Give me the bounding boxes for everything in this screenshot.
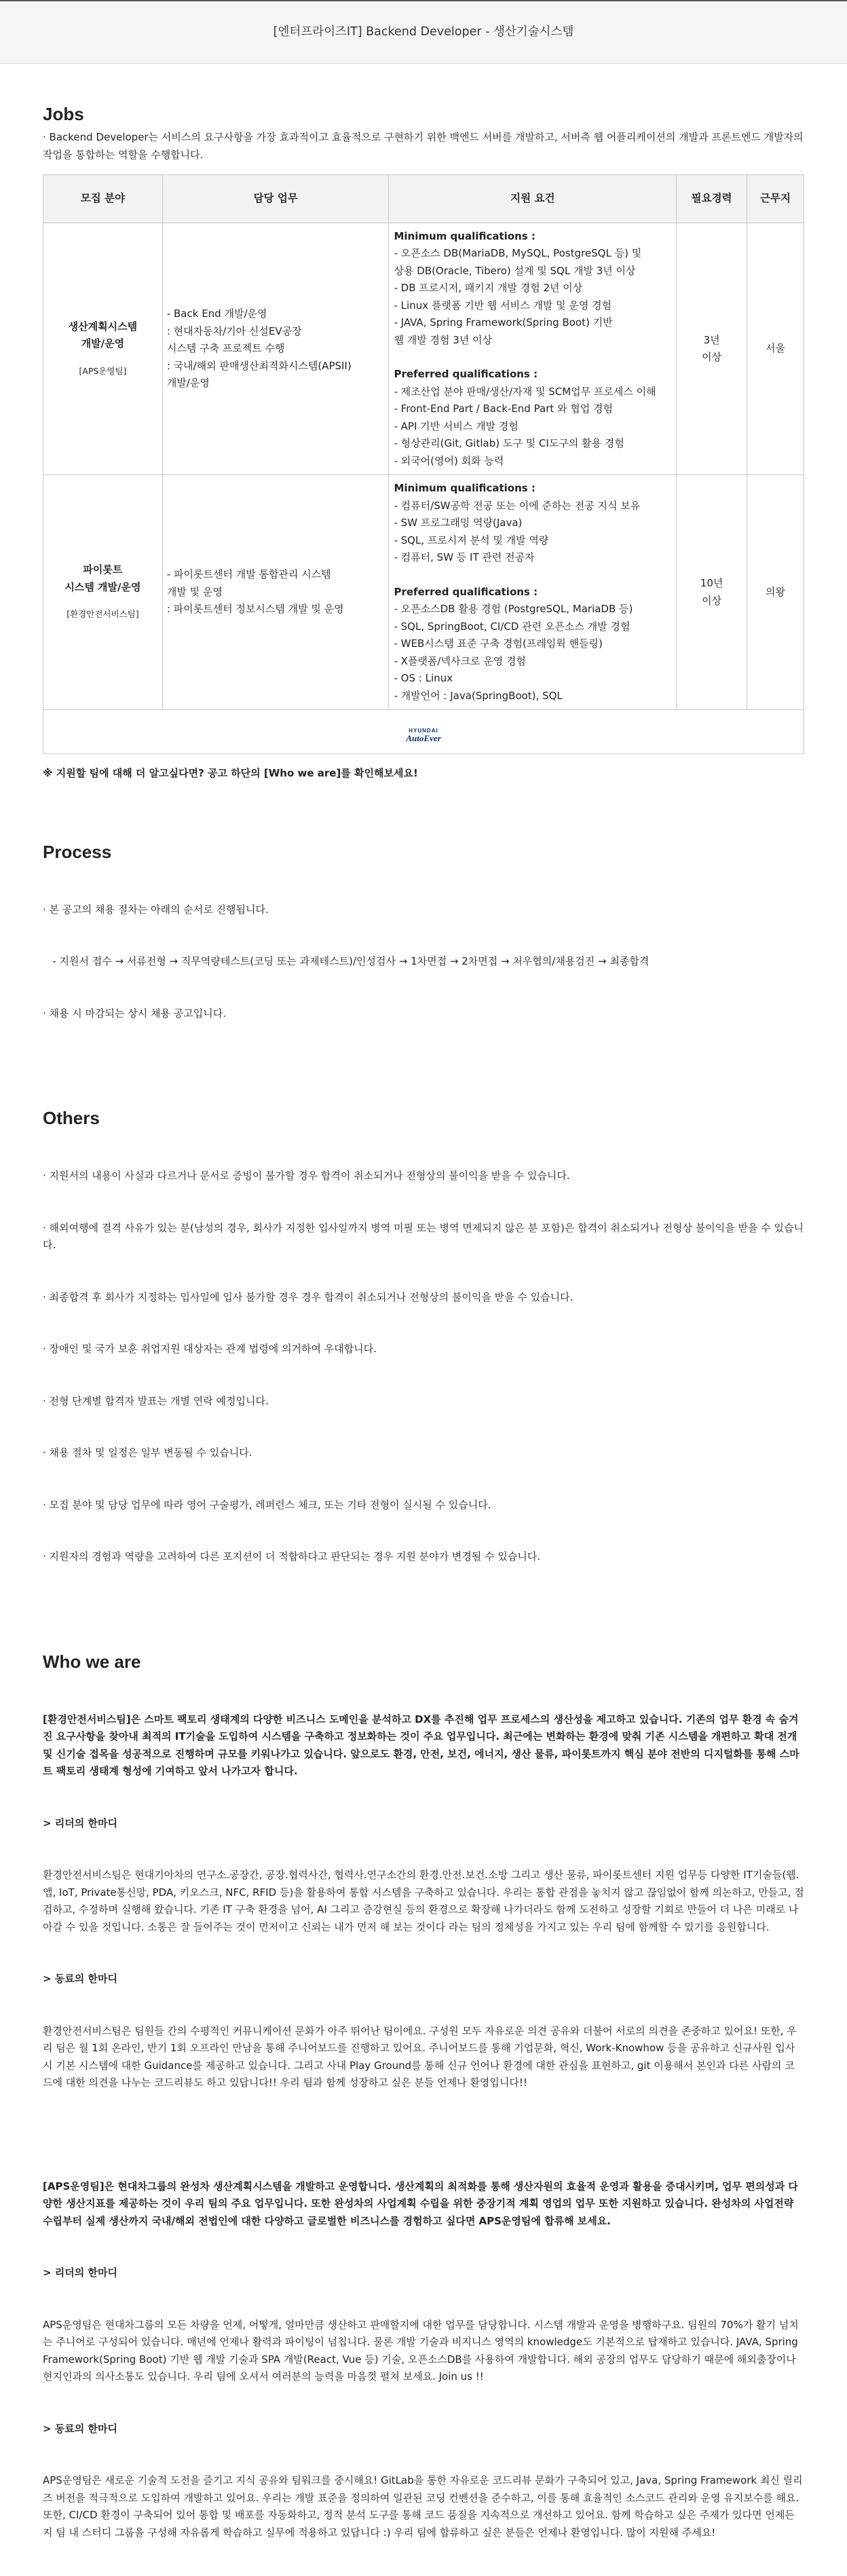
location-cell: 서울 [747, 223, 804, 475]
requirement-item: - 오픈소스DB 활용 경험 (PostgreSQL, MariaDB 등) [394, 601, 671, 618]
team-label: [APS운영팀] [49, 362, 157, 380]
requirement-item: - Front-End Part / Back-End Part 와 협업 경험 [394, 400, 671, 418]
table-row [43, 223, 804, 475]
logo-row [43, 710, 804, 754]
requirement-item: - SQL, SpringBoot, CI/CD 관련 오픈소스 개발 경험 [394, 618, 671, 636]
preferred-qualifications-title: Preferred qualifications : [394, 584, 671, 601]
requirement-item: - X플랫폼/넥사크로 운영 경험 [394, 653, 671, 671]
list-item: · 채용 절차 및 일정은 일부 변동될 수 있습니다. [43, 1444, 804, 1462]
requirement-item: - API 기반 서비스 개발 경험 [394, 418, 671, 436]
requirement-item: - JAVA, Spring Framework(Spring Boot) 기반 [394, 314, 671, 332]
logo-text: HYUNDAI [409, 728, 438, 734]
logo-cell [43, 710, 804, 754]
team2-block [43, 2144, 804, 2576]
requirement-item: - 컴퓨터/SW공학 전공 또는 이에 준하는 전공 지식 보유 [394, 498, 671, 515]
peer-comment-title: > 동료의 한마디 [43, 1971, 804, 1988]
position-title: 생산계획시스템 [69, 320, 137, 333]
team1-block [43, 1677, 804, 2127]
column-header: 모집 분야 [43, 175, 163, 223]
requirement-item: - 외국어(영어) 회화 능력 [394, 453, 671, 470]
jobs-table [43, 174, 804, 754]
peer-comment-title: > 동료의 한마디 [43, 2421, 804, 2438]
column-header: 담당 업무 [162, 175, 389, 223]
career-value: 3년 [704, 334, 720, 346]
requirement-item: - 형상관리(Git, Gitlab) 도구 및 CI도구의 활용 경험 [394, 435, 671, 453]
requirement-item: - SQL, 프로시져 분석 및 개발 역량 [394, 532, 671, 550]
leader-comment-title: > 리더의 한마디 [43, 1815, 804, 1833]
list-item: · 모집 분야 및 담당 업무에 따라 영어 구술평가, 레퍼런스 체크, 또는 기타 전형이 실시될 수 있습니다. [43, 1497, 804, 1514]
leader-comment: APS운영팀은 현대차그룹의 모든 차량을 언제, 어떻게, 얼마만큼 생산하고 판매할지에 대한 업무를 담당합니다. 시스템 개발과 운영을 병행하구요. 팀원의 70%가 활기 넘치는 주니어로 구성되어 있습니다. 매년에 언제나 활력과 파이팅이 넘칩니다. 물론 개발 기술과 비지니스 영역의 knowledge도 기본적으로 탑재하고 있습니다. JAVA, Spring Framework(Spring Boot) 기반 웹 개발 기술과 SPA 개발(React, Vue 등) 기술, 오픈소스DB를 사용하여 개발합니다. 해외 공장의 업무도 담당하기 때문에 해외출장이나 현지인과의 의사소통도 있습니다. 우리 팀에 오셔서 여러분의 능력을 마음껏 펼쳐 보세요. Join us !! [43, 2317, 804, 2386]
column-header: 필요경력 [677, 175, 747, 223]
leader-comment: 환경안전서비스팀은 현대기아차의 연구소.공장간, 공장.협력사간, 협력사.연구소간의 환경.안전.보건.소방 그리고 생산 물류, 파이롯트센터 지원 업무등 다양한 IT기술들(웹.앱, IoT, Private통신망, PDA, 키오스크, NFC, RFID 등)을 활용하여 통합 시스템을 구축하고 있습니다. 우리는 통합 관점을 놓치지 않고 끊임없이 함께 의논하고, 만들고, 점검하고, 수정하며 실행해 왔습니다. 기존 IT 구축 환경을 넘어, AI 그리고 증강현실 등의 환경으로 확장해 나가더라도 함께 도전하고 성장할 기회로 만들어 더 나은 미래로 나아갈 수 있을 것입니다. 소통은 잘 들어주는 것이 먼저이고 신뢰는 내가 먼저 해 보는 것이다 라는 팀의 정체성을 가지고 있는 우리 팀에 함께할 수 있기를 응원합니다. [43, 1867, 804, 1936]
position-cell [43, 475, 163, 710]
team-label: [환경안전서비스팀] [49, 605, 157, 623]
requirement-item: - 개발언어 : Java(SpringBoot), SQL [394, 688, 671, 705]
list-item: - 지원서 접수 → 서류전형 → 직무역량테스트(코딩 또는 과제테스트)/인성검사 → 1차면접 → 2차면접 → 처우협의/채용검진 → 최종합격 [43, 953, 804, 971]
requirements-cell [389, 475, 677, 710]
others-section [43, 1107, 804, 1601]
team-info-note: ※ 지원할 팀에 대해 더 알고싶다면? 공고 하단의 [Who we are]를 확인해보세요! [43, 765, 804, 783]
list-item: · 장애인 및 국가 보훈 취업지원 대상자는 관계 법령에 의거하여 우대합니다. [43, 1341, 804, 1358]
who-heading: Who we are [43, 1651, 804, 1673]
jobs-heading: Jobs [43, 103, 804, 125]
requirements-cell [389, 223, 677, 475]
duty-cell: - Back End 개발/운영 : 현대자동차/기아 신설EV공장 시스템 구축 프로젝트 수행 : 국내/해외 판매생산최적화시스템(APSII) 개발/운영 [162, 223, 389, 475]
page-header [0, 0, 847, 64]
position-title: 파이롯트 [83, 563, 122, 576]
requirement-item: - SW 프로그래밍 역량(Java) [394, 515, 671, 532]
career-value: 이상 [702, 595, 721, 607]
column-header: 지원 요건 [389, 175, 677, 223]
requirement-item: - OS : Linux [394, 670, 671, 688]
team1-intro: [환경안전서비스팀]은 스마트 팩토리 생태계의 다양한 비즈니스 도메인을 분석하고 DX를 추진해 업무 프로세스의 생산성을 제고하고 있습니다. 기존의 업무 환경 속 숨겨진 요구사항을 찾아내 최적의 IT기술을 도입하여 시스템을 구축하고 정보화하는 것이 주요 업무입니다. 최근에는 변화하는 환경에 맞춰 기존 시스템을 개편하고 확대 전개 및 신기술 접목을 성공적으로 진행하며 규모를 키워나가고 있습니다. 앞으로도 환경, 안전, 보건, 에너지, 생산 물류, 파이롯트까지 핵심 분야 전반의 디지털화를 통해 스마트 팩토리 생태계 형성에 기여하고 앞서 나가고자 합니다. [43, 1711, 804, 1780]
location-cell: 의왕 [747, 475, 804, 710]
career-value: 10년 [700, 577, 723, 589]
hyundai-autoever-logo [406, 728, 440, 743]
career-cell [677, 223, 747, 475]
minimum-qualifications-title: Minimum qualifications : [394, 228, 671, 246]
career-value: 이상 [702, 351, 721, 363]
process-section [43, 841, 804, 1058]
column-header: 근무지 [747, 175, 804, 223]
list-item: · 해외여행에 결격 사유가 있는 분(남성의 경우, 회사가 지정한 입사일까지 병역 미필 또는 병역 면제되지 않은 분 포함)은 합격이 취소되거나 전형상 불이익을 받을 수 있습니다. [43, 1220, 804, 1254]
minimum-qualifications-title: Minimum qualifications : [394, 480, 671, 498]
requirement-item: - 컴퓨터, SW 등 IT 관련 전공자 [394, 549, 671, 567]
requirement-item: - Linux 플랫폼 기반 웹 서비스 개발 및 운영 경험 [394, 297, 671, 315]
jobs-section [43, 103, 804, 783]
requirement-item: - WEB시스템 표준 구축 경험(프레임웍 핸들링) [394, 635, 671, 653]
team2-intro: [APS운영팀]은 현대차그룹의 완성차 생산계획시스템을 개발하고 운영합니다. 생산계획의 최적화를 통해 생산자원의 효율적 운영과 활용을 증대시키며, 업무 편의성과 다양한 생산지표를 제공하는 것이 우리 팀의 주요 업무입니다. 또한 완성차의 사업계획 수립을 위한 중장기적 계획 영업의 업무 또한 지원하고 있습니다. 완성차의 사업전략 수립부터 실제 생산까지 국내/해외 전법인에 대한 다양하고 글로벌한 비즈니스를 경험하고 싶다면 APS운영팀에 합류해 보세요. [43, 2178, 804, 2230]
requirement-item: - DB 프로시저, 패키지 개발 경험 2년 이상 [394, 280, 671, 297]
list-item: · 최종합격 후 회사가 지정하는 입사일에 입사 불가할 경우 경우 합격이 취소되거나 전형상의 불이익을 받을 수 있습니다. [43, 1289, 804, 1307]
list-item: · 채용 시 마감되는 상시 채용 공고입니다. [43, 1005, 804, 1023]
requirement-item: 웹 개발 경험 3년 이상 [394, 332, 671, 350]
others-list [43, 1133, 804, 1601]
position-title: 개발/운영 [81, 337, 124, 350]
jobs-intro: · Backend Developer는 서비스의 요구사항을 가장 효과적이고 효율적으로 구현하기 위한 백엔드 서버를 개발하고, 서버측 웹 어플리케이션의 개발과 프론트엔드 개발자의 작업을 통합하는 역할을 수행합니다. [43, 129, 804, 164]
process-heading: Process [43, 841, 804, 863]
logo-text: AutoEver [406, 734, 440, 743]
requirement-item: - 오픈소스 DB(MariaDB, MySQL, PostgreSQL 등) 및 [394, 245, 671, 263]
requirement-item: - 제조산업 분야 판매/생산/자재 및 SCM업무 프로세스 이해 [394, 384, 671, 401]
table-row [43, 475, 804, 710]
list-item: · 전형 단계별 합격자 발표는 개별 연락 예정입니다. [43, 1393, 804, 1411]
peer-comment: APS운영팀은 새로운 기술적 도전을 즐기고 지식 공유와 팀워크를 중시해요! GitLab을 통한 자유로운 코드리뷰 문화가 구축되어 있고, Java, Spring Framework 최신 릴리즈 버전을 적극적으로 도입하여 개발하고 있어요. 우리는 개발 표준을 정의하여 일관된 코딩 컨벤션을 준수하고, 이를 통해 효율적인 소스코드 관리와 운영 유지보수를 해요. 또한, CI/CD 환경이 구축되어 있어 통합 및 배포를 자동화하고, 정적 분석 도구를 통해 코드 품질을 지속적으로 개선하고 있어요. 함께 학습하고 싶은 주제가 있다면 언제든지 팀 내 스터디 그룹을 구성해 자유롭게 학습하고 실무에 적용하고 있답니다 :) 우리 팀에 합류하고 싶은 분들은 언제나 환영입니다. 많이 지원해 주세요! [43, 2472, 804, 2541]
who-section [43, 1651, 804, 2576]
career-cell [677, 475, 747, 710]
others-heading: Others [43, 1107, 804, 1129]
page-title: [엔터프라이즈IT] Backend Developer - 생산기술시스템 [274, 24, 574, 41]
leader-comment-title: > 리더의 한마디 [43, 2264, 804, 2282]
list-item: · 지원서의 내용이 사실과 다르거나 문서로 증빙이 불가할 경우 합격이 취소되거나 전형상의 불이익을 받을 수 있습니다. [43, 1168, 804, 1185]
position-cell [43, 223, 163, 475]
duty-cell: - 파이롯트센터 개발 통합관리 시스템 개발 및 운영 : 파이롯트센터 정보시스템 개발 및 운영 [162, 475, 389, 710]
table-header-row [43, 175, 804, 223]
list-item: · 지원자의 경험과 역량을 고려하여 다른 포지션이 더 적합하다고 판단되는 경우 지원 분야가 변경될 수 있습니다. [43, 1548, 804, 1566]
peer-comment: 환경안전서비스팀은 팀원들 간의 수평적인 커뮤니케이션 문화가 아주 뛰어난 팀이에요. 구성원 모두 자유로운 의견 공유와 더불어 서로의 의견을 존중하고 있어요! 또한, 우리 팀은 월 1회 온라인, 반기 1회 오프라인 만남을 통해 주니어보드를 진행하고 있어요. 주니어보드를 통해 기업문화, 혁신, Work-Knowhow 등을 공유하고 신규사원 입사 시 기본 시스템에 대한 Guidance를 제공하고 있습니다. 그리고 사내 Play Ground를 통해 신규 언어나 환경에 대한 관심을 표현하고, git 이용해서 본인과 다른 사람의 코드에 대한 의견을 나누는 코드리뷰도 하고 있답니다!! 우리 팀과 함께 성장하고 싶은 분들 언제나 환영입니다!! [43, 2023, 804, 2092]
content [0, 64, 847, 2576]
preferred-qualifications-title: Preferred qualifications : [394, 366, 671, 384]
requirement-item: 상용 DB(Oracle, Tibero) 설계 및 SQL 개발 3년 이상 [394, 263, 671, 280]
position-title: 시스템 개발/운영 [64, 581, 140, 593]
list-item: · 본 공고의 채용 절차는 아래의 순서로 진행됩니다. [43, 901, 804, 919]
process-list [43, 867, 804, 1058]
